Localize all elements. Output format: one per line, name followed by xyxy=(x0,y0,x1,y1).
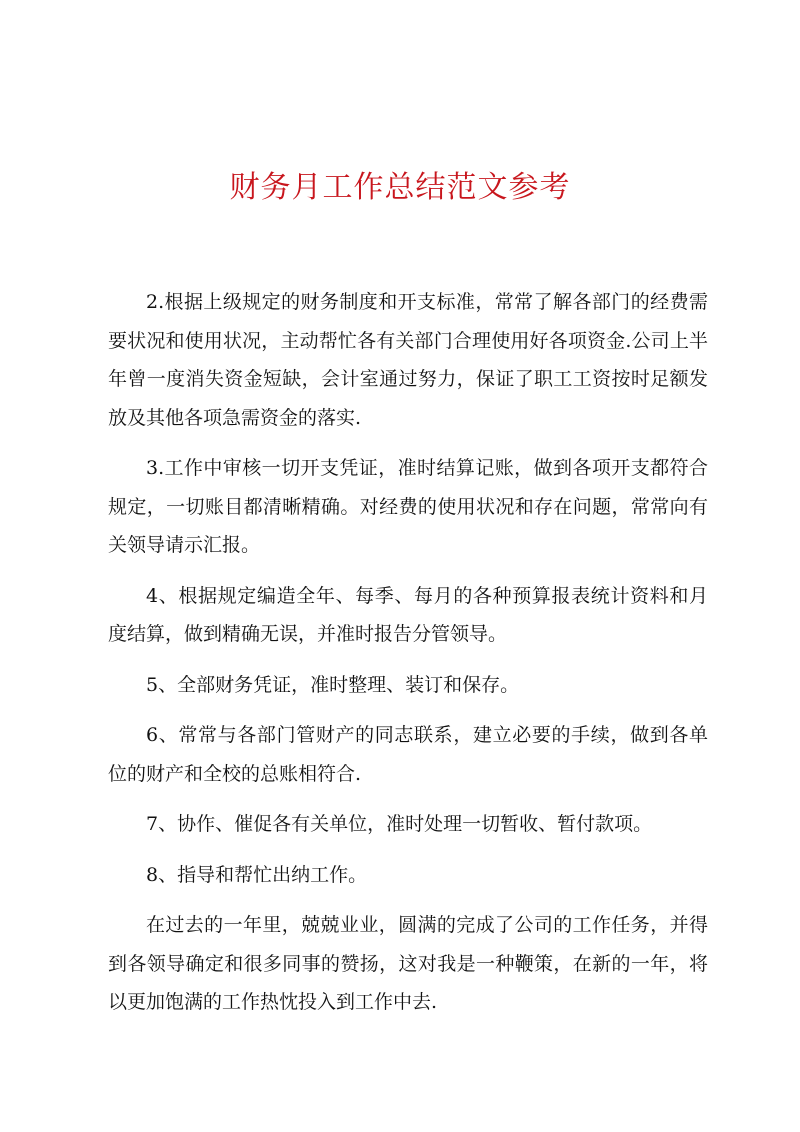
document-title: 财务月工作总结范文参考 xyxy=(229,170,571,205)
paragraph-item-6: 6、常常与各部门管财产的同志联系，建立必要的手续，做到各单位的财产和全校的总账相符合. xyxy=(108,724,708,785)
paragraph-item-3: 3.工作中审核一切开支凭证，准时结算记账，做到各项开支都符合规定，一切账目都清晰精确。对经费的使用状况和存在问题，常常向有关领导请示汇报。 xyxy=(108,457,708,556)
document-body xyxy=(108,283,708,1034)
paragraph-item-8: 8、指导和帮忙出纳工作。 xyxy=(146,863,368,886)
paragraph-conclusion: 在过去的一年里，兢兢业业，圆满的完成了公司的工作任务，并得到各领导确定和很多同事的赞扬，这对我是一种鞭策，在新的一年，将以更加饱满的工作热忱投入到工作中去. xyxy=(108,914,708,1013)
paragraph-item-4: 4、根据规定编造全年、每季、每月的各种预算报表统计资料和月度结算，做到精确无误，并准时报告分管领导。 xyxy=(108,584,708,645)
paragraph-item-7: 7、协作、催促各有关单位，准时处理一切暂收、暂付款项。 xyxy=(146,813,653,835)
paragraph-item-2: 2.根据上级规定的财务制度和开支标准，常常了解各部门的经费需要状况和使用状况，主动帮忙各有关部门合理使用好各项资金.公司上半年曾一度消失资金短缺，会计室通过努力，保证了职工工资按时足额发放及其他各项急需资金的落实. xyxy=(108,291,708,429)
paragraph-item-5: 5、全部财务凭证，准时整理、装订和保存。 xyxy=(146,673,520,696)
